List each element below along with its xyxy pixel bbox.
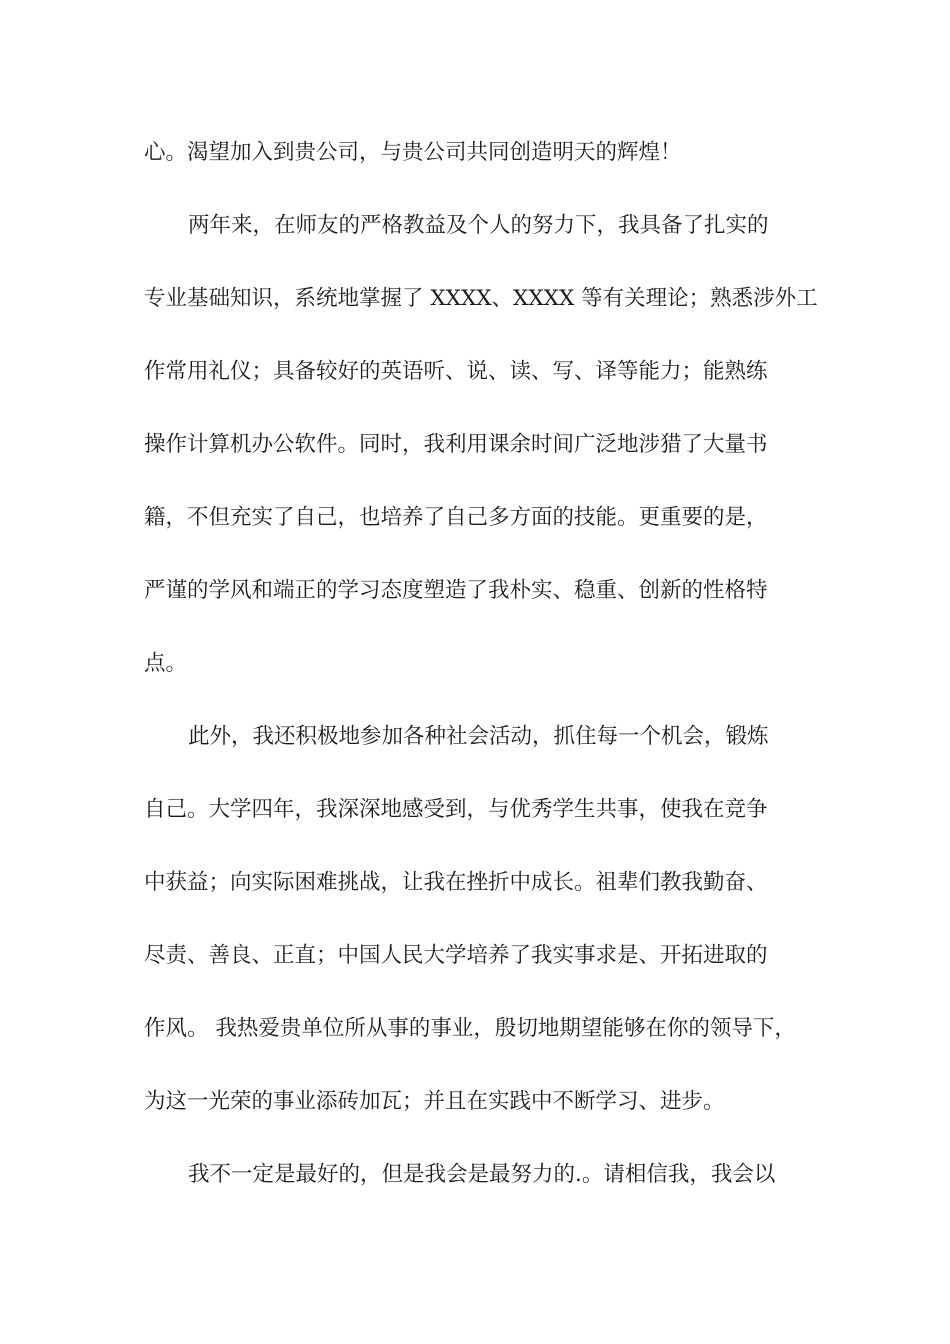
paragraph-first-line: 两年来，在师友的严格教益及个人的努力下，我具备了扎实的: [188, 213, 769, 238]
text-line: 中获益；向实际困难挑战，让我在挫折中成长。祖辈们教我勤奋、: [144, 870, 768, 895]
text-line: 尽责、善良、正直；中国人民大学培养了我实事求是、开拓进取的: [144, 943, 768, 968]
text-line: 操作计算机办公软件。同时，我利用课余时间广泛地涉猎了大量书: [144, 432, 768, 457]
paragraph-first-line: 我不一定是最好的，但是我会是最努力的.。请相信我，我会以: [188, 1162, 776, 1187]
text-line: 作常用礼仪；具备较好的英语听、说、读、写、译等能力；能熟练: [144, 359, 768, 384]
text-line: 为这一光荣的事业添砖加瓦；并且在实践中不断学习、进步。: [144, 1089, 725, 1114]
text-line: 专业基础知识，系统地掌握了 XXXX、XXXX 等有关理论；熟悉涉外工: [144, 286, 818, 311]
text-line: 点。: [144, 651, 188, 676]
text-line: 籍，不但充实了自己，也培养了自己多方面的技能。更重要的是，: [144, 505, 768, 530]
text-line: 自己。大学四年，我深深地感受到，与优秀学生共事，使我在竞争: [144, 797, 768, 822]
text-line: 作风。 我热爱贵单位所从事的事业，殷切地期望能够在你的领导下，: [144, 1016, 796, 1041]
text-line: 严谨的学风和端正的学习态度塑造了我朴实、稳重、创新的性格特: [144, 578, 768, 603]
paragraph-first-line: 此外，我还积极地参加各种社会活动，抓住每一个机会，锻炼: [188, 724, 769, 749]
text-line: 心。渴望加入到贵公司，与贵公司共同创造明天的辉煌！: [144, 140, 682, 165]
